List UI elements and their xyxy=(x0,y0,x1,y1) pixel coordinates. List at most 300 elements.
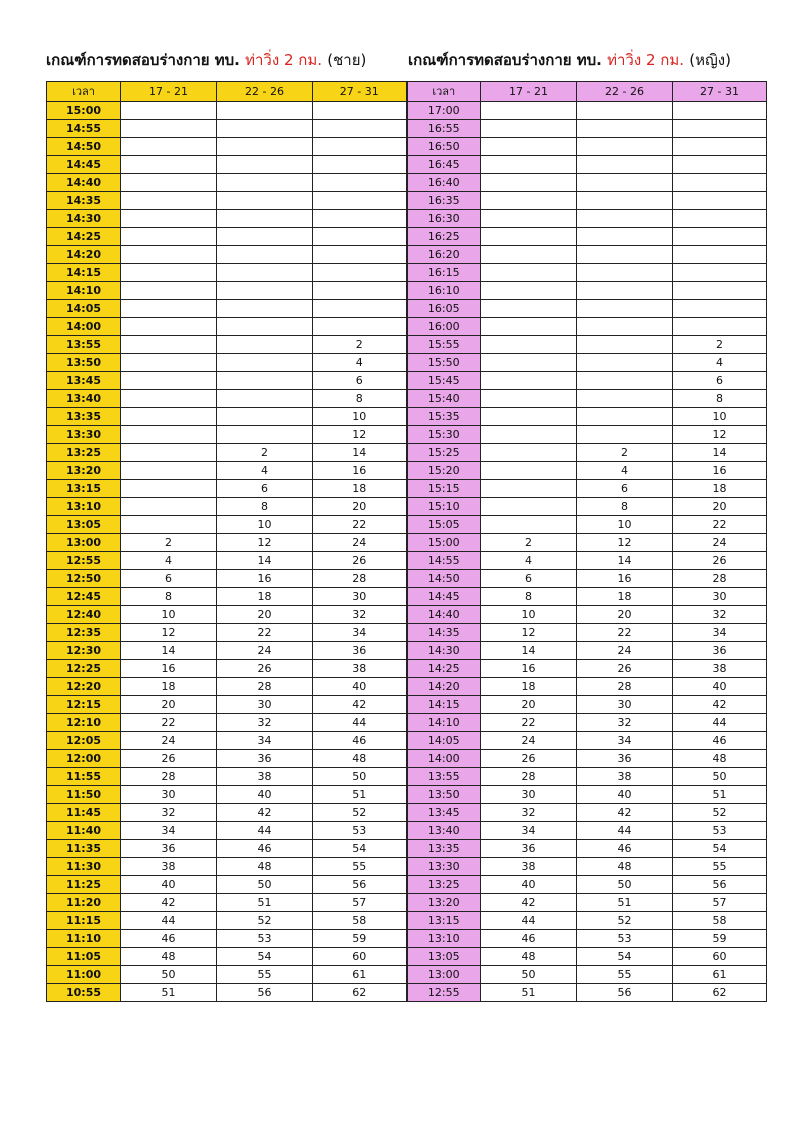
table-row xyxy=(47,480,767,498)
women-score-27-31: 60 xyxy=(673,948,767,966)
women-score-22-26: 55 xyxy=(577,966,673,984)
women-time-cell: 14:50 xyxy=(407,570,481,588)
women-score-22-26 xyxy=(577,138,673,156)
men-score-22-26: 38 xyxy=(217,768,313,786)
women-time-cell: 16:15 xyxy=(407,264,481,282)
table-row xyxy=(47,750,767,768)
men-score-17-21: 48 xyxy=(121,948,217,966)
women-score-22-26 xyxy=(577,102,673,120)
table-row xyxy=(47,318,767,336)
table-row xyxy=(47,156,767,174)
women-score-27-31: 12 xyxy=(673,426,767,444)
men-age-header-3: 27 - 31 xyxy=(313,82,407,102)
women-score-27-31 xyxy=(673,300,767,318)
women-time-cell: 14:55 xyxy=(407,552,481,570)
table-row xyxy=(47,696,767,714)
men-score-17-21: 40 xyxy=(121,876,217,894)
men-score-27-31: 46 xyxy=(313,732,407,750)
men-score-22-26: 26 xyxy=(217,660,313,678)
women-time-cell: 13:10 xyxy=(407,930,481,948)
women-time-cell: 13:20 xyxy=(407,894,481,912)
men-time-cell: 15:00 xyxy=(47,102,121,120)
women-score-27-31: 56 xyxy=(673,876,767,894)
women-title-event: ท่าวิ่ง 2 กม. xyxy=(607,51,684,69)
women-score-22-26: 6 xyxy=(577,480,673,498)
men-score-17-21: 22 xyxy=(121,714,217,732)
women-score-22-26 xyxy=(577,408,673,426)
table-row xyxy=(47,426,767,444)
women-score-17-21 xyxy=(481,444,577,462)
women-score-17-21 xyxy=(481,300,577,318)
women-time-cell: 13:30 xyxy=(407,858,481,876)
women-score-27-31: 24 xyxy=(673,534,767,552)
men-score-22-26 xyxy=(217,120,313,138)
table-row xyxy=(47,462,767,480)
women-time-cell: 13:00 xyxy=(407,966,481,984)
women-score-27-31 xyxy=(673,120,767,138)
women-score-27-31: 61 xyxy=(673,966,767,984)
men-time-cell: 14:20 xyxy=(47,246,121,264)
men-score-17-21 xyxy=(121,480,217,498)
women-time-cell: 13:15 xyxy=(407,912,481,930)
women-score-27-31: 48 xyxy=(673,750,767,768)
women-score-27-31: 54 xyxy=(673,840,767,858)
men-score-17-21: 20 xyxy=(121,696,217,714)
men-score-17-21: 2 xyxy=(121,534,217,552)
women-time-cell: 13:55 xyxy=(407,768,481,786)
women-score-22-26: 51 xyxy=(577,894,673,912)
women-score-27-31: 52 xyxy=(673,804,767,822)
men-score-17-21: 12 xyxy=(121,624,217,642)
women-time-cell: 16:55 xyxy=(407,120,481,138)
women-score-17-21: 16 xyxy=(481,660,577,678)
women-score-22-26: 44 xyxy=(577,822,673,840)
men-score-17-21 xyxy=(121,336,217,354)
women-time-cell: 16:10 xyxy=(407,282,481,300)
men-score-27-31: 61 xyxy=(313,966,407,984)
men-score-22-26: 8 xyxy=(217,498,313,516)
table-row xyxy=(47,336,767,354)
table-row xyxy=(47,930,767,948)
women-score-27-31: 22 xyxy=(673,516,767,534)
men-time-cell: 12:00 xyxy=(47,750,121,768)
women-score-17-21 xyxy=(481,426,577,444)
men-time-cell: 13:00 xyxy=(47,534,121,552)
men-time-cell: 13:15 xyxy=(47,480,121,498)
women-score-22-26: 32 xyxy=(577,714,673,732)
women-score-22-26 xyxy=(577,336,673,354)
men-time-cell: 10:55 xyxy=(47,984,121,1002)
men-title xyxy=(46,48,366,72)
men-score-22-26 xyxy=(217,138,313,156)
men-score-27-31: 44 xyxy=(313,714,407,732)
women-age-header-2: 22 - 26 xyxy=(577,82,673,102)
women-time-cell: 15:10 xyxy=(407,498,481,516)
women-score-22-26 xyxy=(577,318,673,336)
men-score-27-31: 12 xyxy=(313,426,407,444)
table-row xyxy=(47,858,767,876)
men-score-17-21: 4 xyxy=(121,552,217,570)
women-score-22-26 xyxy=(577,210,673,228)
women-score-27-31: 46 xyxy=(673,732,767,750)
women-title xyxy=(408,48,731,72)
women-time-cell: 14:10 xyxy=(407,714,481,732)
table-row xyxy=(47,876,767,894)
men-score-27-31: 32 xyxy=(313,606,407,624)
men-score-27-31 xyxy=(313,120,407,138)
table-row xyxy=(47,894,767,912)
men-time-cell: 12:20 xyxy=(47,678,121,696)
titles xyxy=(46,48,766,74)
women-score-27-31: 8 xyxy=(673,390,767,408)
women-score-22-26: 26 xyxy=(577,660,673,678)
men-score-22-26 xyxy=(217,174,313,192)
men-time-cell: 13:25 xyxy=(47,444,121,462)
women-score-17-21 xyxy=(481,264,577,282)
men-score-17-21 xyxy=(121,228,217,246)
women-score-17-21 xyxy=(481,192,577,210)
women-score-17-21 xyxy=(481,318,577,336)
women-score-17-21: 38 xyxy=(481,858,577,876)
men-time-cell: 14:30 xyxy=(47,210,121,228)
men-score-27-31: 4 xyxy=(313,354,407,372)
men-score-22-26 xyxy=(217,408,313,426)
women-score-27-31: 53 xyxy=(673,822,767,840)
women-score-27-31 xyxy=(673,192,767,210)
men-time-cell: 12:50 xyxy=(47,570,121,588)
men-score-22-26: 52 xyxy=(217,912,313,930)
women-score-27-31 xyxy=(673,138,767,156)
men-score-17-21 xyxy=(121,408,217,426)
women-score-22-26: 8 xyxy=(577,498,673,516)
women-time-header: เวลา xyxy=(407,82,481,102)
table-row xyxy=(47,264,767,282)
men-score-22-26 xyxy=(217,282,313,300)
men-time-cell: 12:05 xyxy=(47,732,121,750)
men-time-cell: 11:25 xyxy=(47,876,121,894)
women-score-27-31 xyxy=(673,282,767,300)
women-score-17-21: 40 xyxy=(481,876,577,894)
table-row xyxy=(47,552,767,570)
women-score-17-21 xyxy=(481,156,577,174)
men-score-17-21 xyxy=(121,318,217,336)
men-score-27-31: 16 xyxy=(313,462,407,480)
women-score-27-31: 62 xyxy=(673,984,767,1002)
women-score-27-31: 40 xyxy=(673,678,767,696)
women-score-17-21: 4 xyxy=(481,552,577,570)
men-age-header-2: 22 - 26 xyxy=(217,82,313,102)
women-score-22-26: 30 xyxy=(577,696,673,714)
women-score-17-21 xyxy=(481,372,577,390)
men-time-cell: 11:20 xyxy=(47,894,121,912)
men-time-cell: 12:35 xyxy=(47,624,121,642)
men-score-17-21: 28 xyxy=(121,768,217,786)
women-score-27-31: 55 xyxy=(673,858,767,876)
women-score-17-21: 14 xyxy=(481,642,577,660)
men-time-cell: 14:10 xyxy=(47,282,121,300)
men-time-cell: 11:55 xyxy=(47,768,121,786)
women-time-cell: 14:05 xyxy=(407,732,481,750)
women-score-27-31 xyxy=(673,156,767,174)
men-score-22-26: 4 xyxy=(217,462,313,480)
women-score-22-26 xyxy=(577,120,673,138)
women-score-22-26: 2 xyxy=(577,444,673,462)
table-row xyxy=(47,732,767,750)
table-body xyxy=(47,102,767,1002)
men-score-17-21: 10 xyxy=(121,606,217,624)
men-score-27-31: 36 xyxy=(313,642,407,660)
men-time-cell: 11:40 xyxy=(47,822,121,840)
men-score-22-26: 12 xyxy=(217,534,313,552)
men-score-17-21 xyxy=(121,138,217,156)
men-time-cell: 11:35 xyxy=(47,840,121,858)
women-score-17-21 xyxy=(481,174,577,192)
women-score-22-26: 56 xyxy=(577,984,673,1002)
women-time-cell: 15:25 xyxy=(407,444,481,462)
women-score-27-31 xyxy=(673,174,767,192)
women-score-22-26: 12 xyxy=(577,534,673,552)
women-score-22-26 xyxy=(577,156,673,174)
women-score-17-21: 18 xyxy=(481,678,577,696)
women-score-22-26 xyxy=(577,192,673,210)
women-score-22-26: 18 xyxy=(577,588,673,606)
table-row xyxy=(47,678,767,696)
men-score-27-31: 56 xyxy=(313,876,407,894)
table-row xyxy=(47,822,767,840)
table-row xyxy=(47,498,767,516)
women-time-cell: 14:15 xyxy=(407,696,481,714)
women-title-suffix: (หญิง) xyxy=(689,51,731,69)
women-score-17-21: 51 xyxy=(481,984,577,1002)
women-score-27-31 xyxy=(673,246,767,264)
women-score-17-21: 24 xyxy=(481,732,577,750)
women-score-22-26: 40 xyxy=(577,786,673,804)
women-score-22-26: 16 xyxy=(577,570,673,588)
women-score-22-26 xyxy=(577,354,673,372)
men-score-22-26: 20 xyxy=(217,606,313,624)
women-score-17-21: 36 xyxy=(481,840,577,858)
women-score-27-31: 6 xyxy=(673,372,767,390)
women-score-27-31: 16 xyxy=(673,462,767,480)
women-score-22-26: 50 xyxy=(577,876,673,894)
men-score-22-26 xyxy=(217,210,313,228)
women-time-cell: 14:40 xyxy=(407,606,481,624)
men-score-22-26: 16 xyxy=(217,570,313,588)
men-score-17-21: 34 xyxy=(121,822,217,840)
women-time-cell: 15:35 xyxy=(407,408,481,426)
women-score-22-26: 20 xyxy=(577,606,673,624)
women-time-cell: 14:30 xyxy=(407,642,481,660)
women-score-27-31: 32 xyxy=(673,606,767,624)
women-time-cell: 15:40 xyxy=(407,390,481,408)
women-score-27-31: 57 xyxy=(673,894,767,912)
men-score-22-26 xyxy=(217,264,313,282)
women-score-17-21: 32 xyxy=(481,804,577,822)
men-score-27-31: 58 xyxy=(313,912,407,930)
women-score-27-31: 58 xyxy=(673,912,767,930)
women-score-22-26: 4 xyxy=(577,462,673,480)
women-score-17-21 xyxy=(481,246,577,264)
women-score-17-21 xyxy=(481,336,577,354)
table-row xyxy=(47,102,767,120)
women-score-22-26: 46 xyxy=(577,840,673,858)
men-time-cell: 13:20 xyxy=(47,462,121,480)
men-time-cell: 14:55 xyxy=(47,120,121,138)
men-score-17-21: 26 xyxy=(121,750,217,768)
women-score-22-26 xyxy=(577,264,673,282)
women-score-17-21 xyxy=(481,408,577,426)
table-row xyxy=(47,120,767,138)
women-score-27-31: 14 xyxy=(673,444,767,462)
men-score-22-26: 44 xyxy=(217,822,313,840)
men-score-17-21: 32 xyxy=(121,804,217,822)
men-time-cell: 11:00 xyxy=(47,966,121,984)
men-score-17-21 xyxy=(121,498,217,516)
men-time-cell: 14:15 xyxy=(47,264,121,282)
men-time-cell: 13:35 xyxy=(47,408,121,426)
men-score-27-31: 28 xyxy=(313,570,407,588)
men-score-27-31: 50 xyxy=(313,768,407,786)
table-row xyxy=(47,534,767,552)
men-time-cell: 12:30 xyxy=(47,642,121,660)
women-time-cell: 14:35 xyxy=(407,624,481,642)
women-score-17-21: 34 xyxy=(481,822,577,840)
men-score-22-26: 51 xyxy=(217,894,313,912)
men-score-22-26 xyxy=(217,390,313,408)
women-score-17-21 xyxy=(481,516,577,534)
women-time-cell: 14:45 xyxy=(407,588,481,606)
women-score-17-21: 10 xyxy=(481,606,577,624)
men-score-27-31: 8 xyxy=(313,390,407,408)
table-row xyxy=(47,300,767,318)
table-row xyxy=(47,570,767,588)
men-score-27-31: 34 xyxy=(313,624,407,642)
men-score-27-31: 48 xyxy=(313,750,407,768)
women-score-27-31: 2 xyxy=(673,336,767,354)
men-score-22-26: 18 xyxy=(217,588,313,606)
table-row xyxy=(47,516,767,534)
table-row xyxy=(47,390,767,408)
women-title-prefix: เกณฑ์การทดสอบร่างกาย ทบ. xyxy=(408,51,602,69)
men-score-27-31: 52 xyxy=(313,804,407,822)
men-time-cell: 11:45 xyxy=(47,804,121,822)
women-score-17-21: 12 xyxy=(481,624,577,642)
men-score-17-21 xyxy=(121,246,217,264)
women-score-22-26 xyxy=(577,372,673,390)
men-score-22-26: 22 xyxy=(217,624,313,642)
men-score-17-21: 38 xyxy=(121,858,217,876)
men-score-22-26: 56 xyxy=(217,984,313,1002)
women-time-cell: 16:50 xyxy=(407,138,481,156)
men-score-27-31 xyxy=(313,192,407,210)
women-score-27-31: 20 xyxy=(673,498,767,516)
men-score-22-26: 34 xyxy=(217,732,313,750)
men-time-cell: 11:15 xyxy=(47,912,121,930)
men-score-27-31: 42 xyxy=(313,696,407,714)
men-time-cell: 13:05 xyxy=(47,516,121,534)
men-score-27-31: 40 xyxy=(313,678,407,696)
women-time-cell: 16:00 xyxy=(407,318,481,336)
women-score-17-21 xyxy=(481,210,577,228)
men-time-cell: 12:40 xyxy=(47,606,121,624)
men-score-22-26 xyxy=(217,354,313,372)
women-score-22-26 xyxy=(577,300,673,318)
women-score-27-31 xyxy=(673,102,767,120)
women-score-27-31: 38 xyxy=(673,660,767,678)
women-score-17-21: 30 xyxy=(481,786,577,804)
men-score-27-31: 60 xyxy=(313,948,407,966)
women-score-22-26 xyxy=(577,282,673,300)
women-age-header-1: 17 - 21 xyxy=(481,82,577,102)
men-score-17-21 xyxy=(121,390,217,408)
men-score-22-26: 14 xyxy=(217,552,313,570)
men-score-27-31 xyxy=(313,318,407,336)
men-score-17-21 xyxy=(121,354,217,372)
men-score-22-26: 36 xyxy=(217,750,313,768)
men-score-22-26 xyxy=(217,318,313,336)
men-score-27-31: 10 xyxy=(313,408,407,426)
women-score-17-21: 8 xyxy=(481,588,577,606)
run-2km-criteria-table xyxy=(46,81,767,1002)
men-score-17-21 xyxy=(121,156,217,174)
men-score-17-21 xyxy=(121,102,217,120)
men-score-17-21 xyxy=(121,282,217,300)
women-time-cell: 15:45 xyxy=(407,372,481,390)
women-score-22-26: 36 xyxy=(577,750,673,768)
men-score-27-31: 54 xyxy=(313,840,407,858)
women-score-22-26 xyxy=(577,426,673,444)
women-time-cell: 13:25 xyxy=(407,876,481,894)
women-score-27-31 xyxy=(673,210,767,228)
men-score-22-26: 46 xyxy=(217,840,313,858)
women-time-cell: 15:00 xyxy=(407,534,481,552)
men-time-cell: 12:45 xyxy=(47,588,121,606)
men-score-22-26: 30 xyxy=(217,696,313,714)
men-score-27-31: 14 xyxy=(313,444,407,462)
women-score-17-21 xyxy=(481,462,577,480)
men-score-17-21: 24 xyxy=(121,732,217,750)
table-row xyxy=(47,354,767,372)
women-score-17-21 xyxy=(481,228,577,246)
men-score-22-26 xyxy=(217,336,313,354)
women-time-cell: 16:35 xyxy=(407,192,481,210)
women-score-17-21: 42 xyxy=(481,894,577,912)
women-score-27-31: 34 xyxy=(673,624,767,642)
women-score-17-21 xyxy=(481,102,577,120)
men-time-cell: 13:10 xyxy=(47,498,121,516)
men-time-cell: 12:55 xyxy=(47,552,121,570)
women-score-17-21 xyxy=(481,354,577,372)
men-title-event: ท่าวิ่ง 2 กม. xyxy=(245,51,322,69)
men-time-cell: 14:50 xyxy=(47,138,121,156)
header-row xyxy=(47,82,767,102)
women-score-22-26 xyxy=(577,174,673,192)
women-score-22-26 xyxy=(577,390,673,408)
men-score-27-31: 30 xyxy=(313,588,407,606)
men-time-cell: 12:15 xyxy=(47,696,121,714)
men-title-suffix: (ชาย) xyxy=(327,51,367,69)
table-row xyxy=(47,642,767,660)
table-row xyxy=(47,228,767,246)
men-time-cell: 11:10 xyxy=(47,930,121,948)
women-time-cell: 12:55 xyxy=(407,984,481,1002)
table-row xyxy=(47,840,767,858)
women-score-17-21: 26 xyxy=(481,750,577,768)
table-row xyxy=(47,948,767,966)
men-time-cell: 14:25 xyxy=(47,228,121,246)
table-row xyxy=(47,246,767,264)
women-score-27-31 xyxy=(673,228,767,246)
